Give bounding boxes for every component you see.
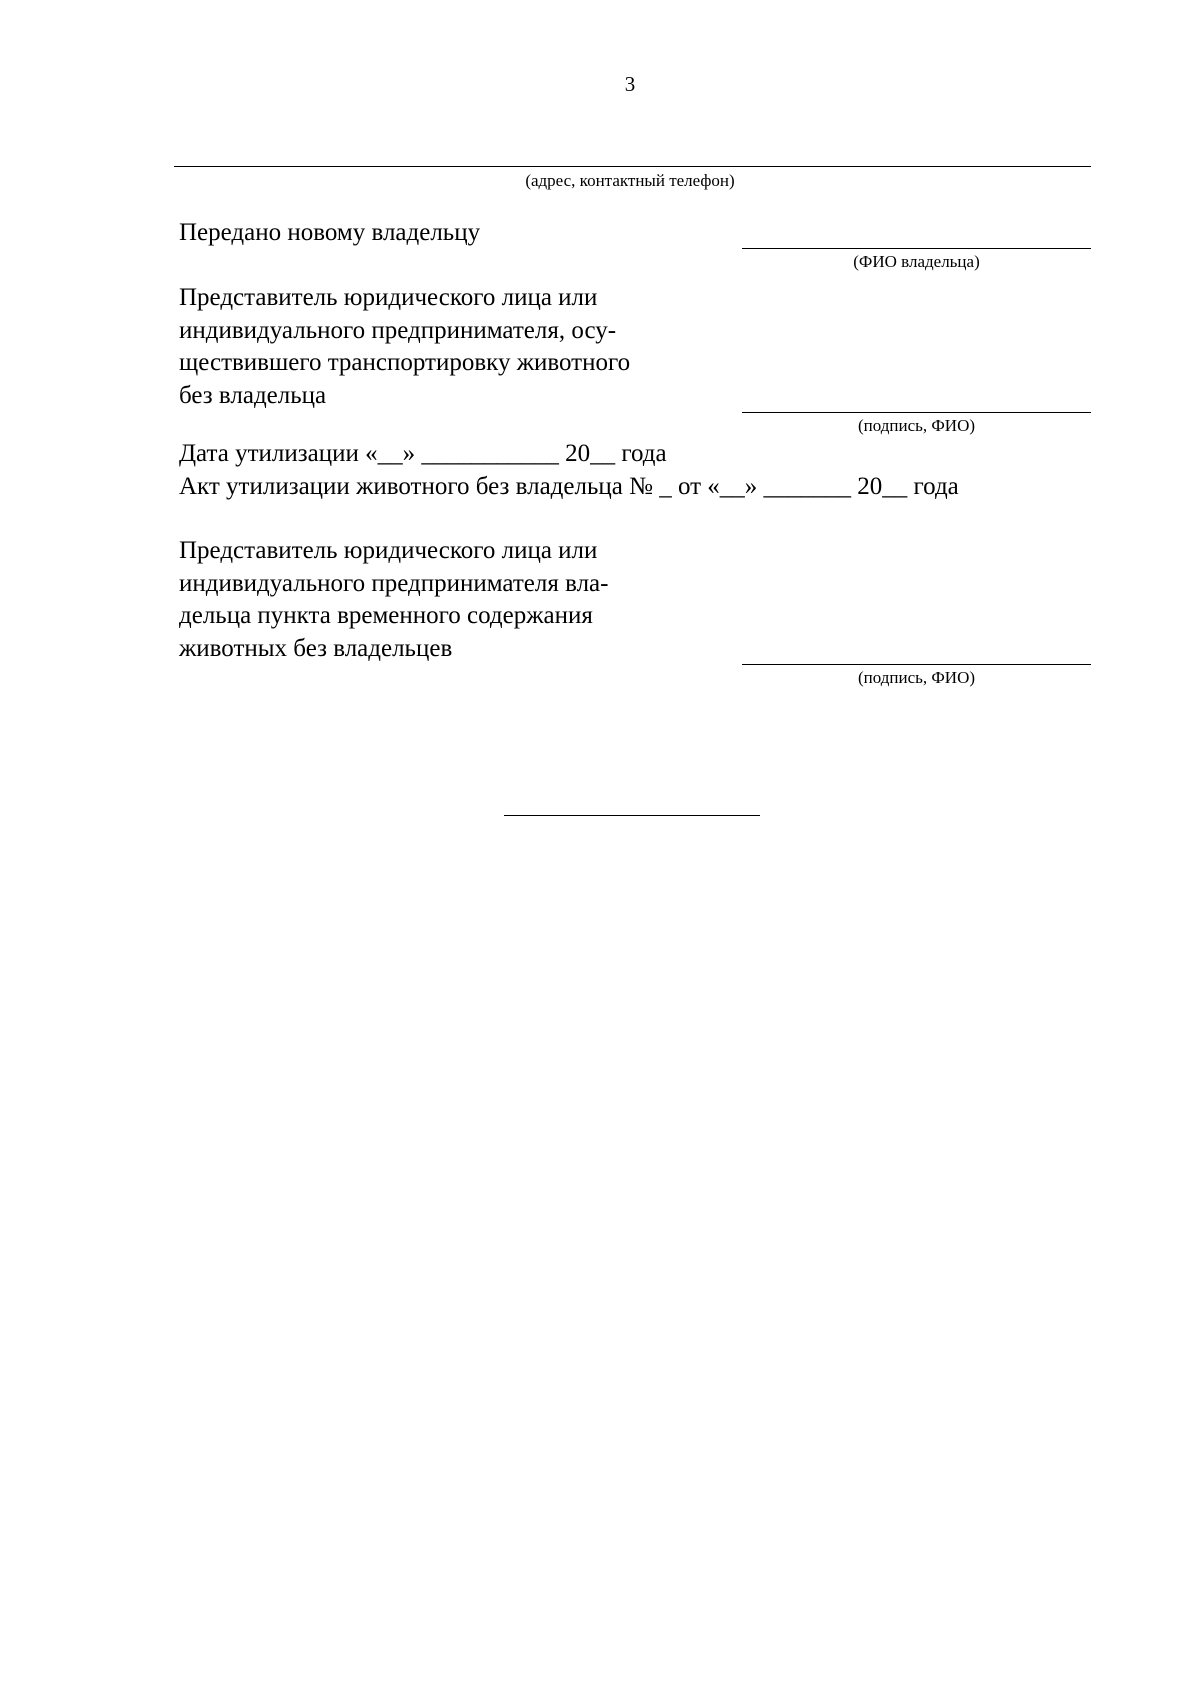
address-caption: (адрес, контактный телефон) — [525, 171, 735, 190]
shelter-representative-text — [179, 535, 608, 665]
owner-name-caption: (ФИО владельца) — [853, 252, 980, 271]
shelter-rep-line-4: животных без владельцев — [179, 634, 453, 662]
disposal-act-line: Акт утилизации животного без владельца № _ от «__» _______ 20__ года — [179, 473, 959, 500]
shelter-rep-line-3: дельца пункта временного содержания — [179, 602, 593, 629]
transport-rep-line-3: ществившего транспортировку животного — [179, 349, 631, 376]
transfer-label: Передано новому владельцу — [179, 219, 481, 246]
transport-rep-signature-line — [742, 412, 1091, 413]
transport-rep-line-4: без владельца — [179, 381, 327, 409]
owner-name-line — [742, 248, 1091, 249]
end-separator-line — [504, 815, 760, 816]
shelter-rep-line-2: индивидуального предпринимателя вла- — [179, 569, 609, 597]
shelter-rep-line-1: Представитель юридического лица или — [179, 537, 598, 564]
page-number: 3 — [624, 72, 636, 96]
disposal-date-line: Дата утилизации «__» ___________ 20__ года — [179, 440, 667, 467]
transport-representative-text — [179, 282, 630, 412]
shelter-rep-signature-line — [742, 664, 1091, 665]
address-signature-line — [174, 166, 1091, 167]
transport-rep-signature-caption: (подпись, ФИО) — [857, 416, 976, 435]
transport-rep-line-1: Представитель юридического лица или — [179, 284, 598, 311]
shelter-rep-signature-caption: (подпись, ФИО) — [857, 668, 976, 687]
transport-rep-line-2: индивидуального предпринимателя, осу- — [179, 316, 617, 344]
